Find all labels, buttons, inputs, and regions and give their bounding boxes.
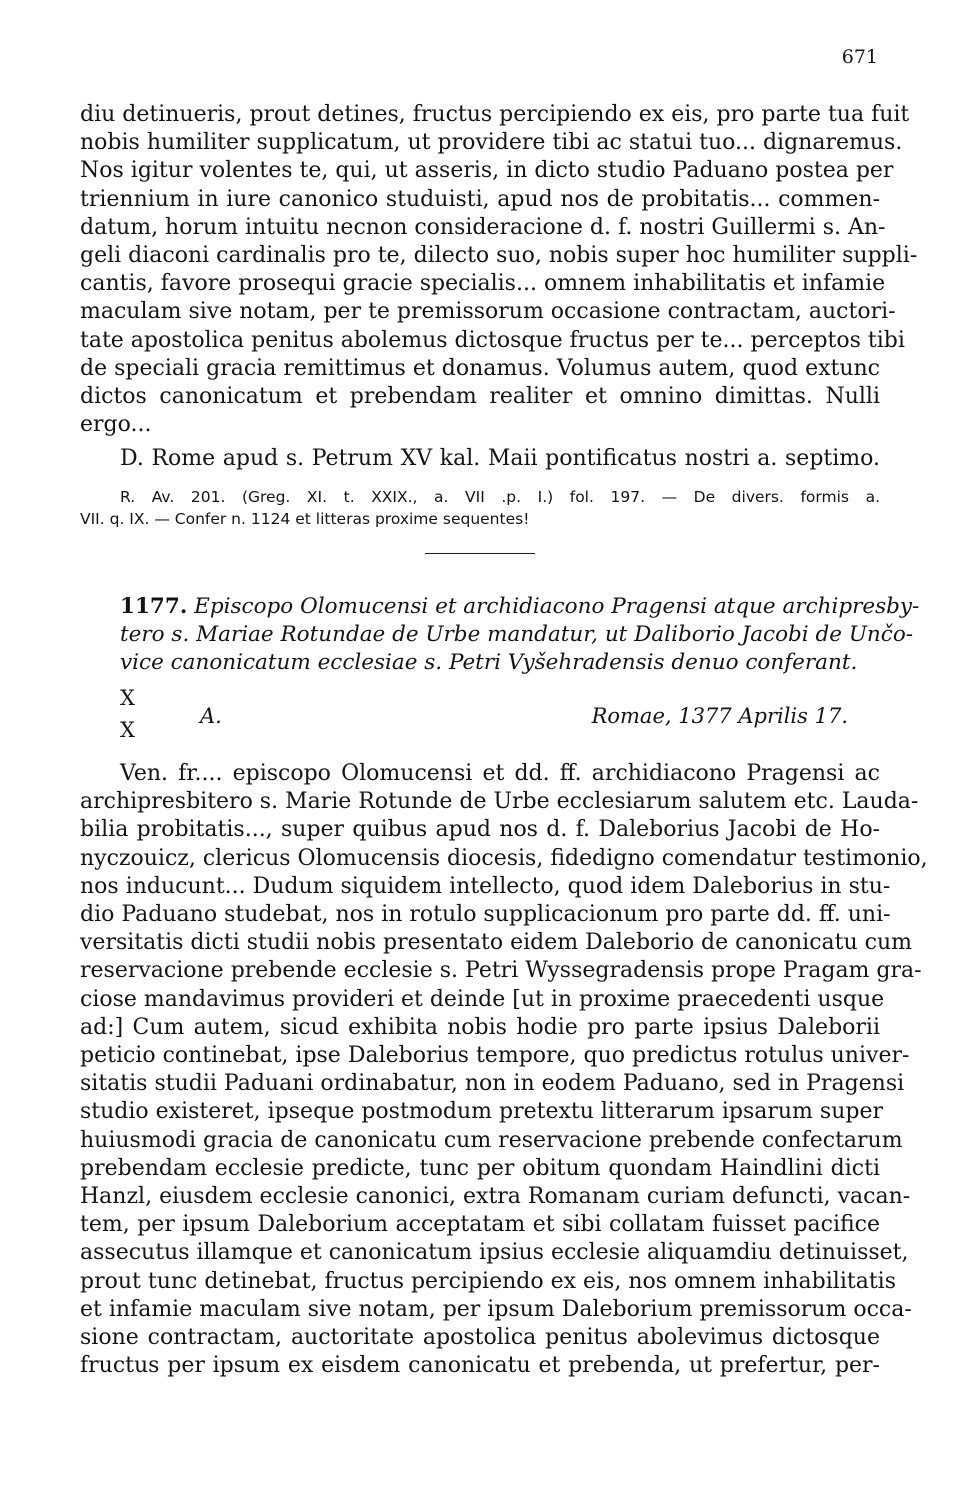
register-mark-top: X [120, 686, 135, 710]
text-line: sione contractam, auctoritate apostolica penitus abolevimus dictosque [80, 1325, 880, 1351]
text-line: ciose mandavimus provideri et deinde [ut in proxime praecedenti usque [80, 986, 885, 1012]
text-line: geli diaconi cardinalis pro te, dilecto suo, nobis super hoc humiliter suppli- [80, 243, 918, 269]
text-line: dio Paduano studebat, nos in rotulo supplicacionum pro parte dd. ff. uni- [80, 902, 891, 928]
text-line: nobis humiliter supplicatum, ut providere tibi ac statui tuo... dignaremus. [80, 130, 903, 156]
text-line: Ven. fr.... episcopo Olomucensi et dd. ff. archidiacono Pragensi ac [120, 761, 880, 786]
register-mark-bottom: X [120, 718, 135, 742]
footnote-line: VII. q. IX. — Confer n. 1124 et litteras proxime sequentes! [80, 510, 530, 528]
text-line: huiusmodi gracia de canonicatu cum reservacione prebende confectarum [80, 1127, 903, 1153]
text-line: tate apostolica penitus abolemus dictosque fructus per te... perceptos tibi [80, 327, 905, 353]
text-line: bilia probitatis..., super quibus apud nos d. f. Daleborius Jacobi de Ho- [80, 817, 880, 843]
text-line: et infamie maculam sive notam, per ipsum Daleborium premissorum occa- [80, 1296, 912, 1322]
text-line: ad:] Cum autem, sicud exhibita nobis hodie pro parte ipsius Daleborii [80, 1014, 880, 1040]
text-line: reservacione prebende ecclesie s. Petri Wyssegradensis prope Pragam gra- [80, 958, 922, 984]
text-line: fructus per ipsum ex eisdem canonicatu et prebenda, ut prefertur, per- [80, 1353, 880, 1379]
text-line: tem, per ipsum Daleborium acceptatam et sibi collatam fuisset pacifice [80, 1212, 880, 1238]
text-line: assecutus illamque et canonicatum ipsius ecclesie aliquamdiu detinuisset, [80, 1240, 909, 1266]
text-line: de speciali gracia remittimus et donamus. Volumus autem, quod extunc [80, 355, 880, 381]
text-line: diu detinueris, prout detines, fructus percipiendo ex eis, pro parte tua fuit [80, 102, 910, 127]
document-heading [80, 593, 920, 677]
text-line: dictos canonicatum et prebendam realiter et omnino dimittas. Nulli [80, 384, 880, 410]
letter-mark: A. [200, 704, 222, 728]
place-date: Romae, 1377 Aprilis 17. [591, 704, 848, 728]
footnote-line: R. Av. 201. (Greg. XI. t. XXIX., a. VII .p. I.) fol. 197. — De divers. formis a. [120, 488, 880, 506]
heading-line: vice canonicatum ecclesiae s. Petri Vyšehradensis denuo conferant. [120, 650, 858, 675]
heading-line [80, 593, 920, 621]
text-line: ergo... [80, 412, 152, 438]
text-line: prout tunc detinebat, fructus percipiendo ex eis, nos omnem inhabilitatis [80, 1268, 896, 1294]
text-line: peticio continebat, ipse Daleborius tempore, quo predictus rotulus univer- [80, 1043, 910, 1069]
source-footnote [80, 486, 880, 530]
text-line: maculam sive notam, per te premissorum occasione contractam, auctori- [80, 299, 896, 325]
text-line: archipresbitero s. Marie Rotunde de Urbe ecclesiarum salutem etc. Lauda- [80, 789, 919, 815]
text-line: triennium in iure canonico studuisti, apud nos de probitatis... commen- [80, 186, 880, 212]
heading-line: tero s. Mariae Rotundae de Urbe mandatur, ut Daliborio Jacobi de Unčo- [120, 622, 914, 647]
text-line: versitatis dicti studii nobis presentato eidem Daleborio de canonicatu cum [80, 930, 913, 956]
page-number: 671 [841, 46, 878, 68]
text-line: datum, horum intuitu necnon consideracione d. f. nostri Guillermi s. An- [80, 214, 886, 240]
text-line: Hanzl, eiusdem ecclesie canonici, extra Romanam curiam defuncti, vacan- [80, 1184, 911, 1210]
document-body [80, 760, 928, 1380]
paragraph-continued [80, 101, 918, 439]
heading-title-part: Episcopo Olomucensi et archidiacono Pragensi atque archipresby- [194, 594, 920, 619]
text-line: prebendam ecclesie predicte, tunc per obitum quondam Haindlini dicti [80, 1155, 880, 1181]
text-line: nos inducunt... Dudum siquidem intellecto, quod idem Daleborius in stu- [80, 873, 891, 899]
text-line: sitatis studii Paduani ordinabatur, non in eodem Paduano, sed in Pragensi [80, 1071, 905, 1097]
text-line: nyczouicz, clericus Olomucensis diocesis, fidedigno comendatur testimonio, [80, 845, 928, 871]
text-line: studio existeret, ipseque postmodum pretextu litterarum ipsarum super [80, 1099, 883, 1125]
document-number: 1177. [120, 594, 188, 619]
date-line: D. Rome apud s. Petrum XV kal. Maii pontificatus nostri a. septimo. [120, 446, 880, 471]
section-divider [425, 553, 535, 554]
text-line: Nos igitur volentes te, qui, ut asseris, in dicto studio Paduano postea per [80, 158, 894, 184]
text-line: cantis, favore prosequi gracie specialis... omnem inhabilitatis et infamie [80, 271, 886, 297]
